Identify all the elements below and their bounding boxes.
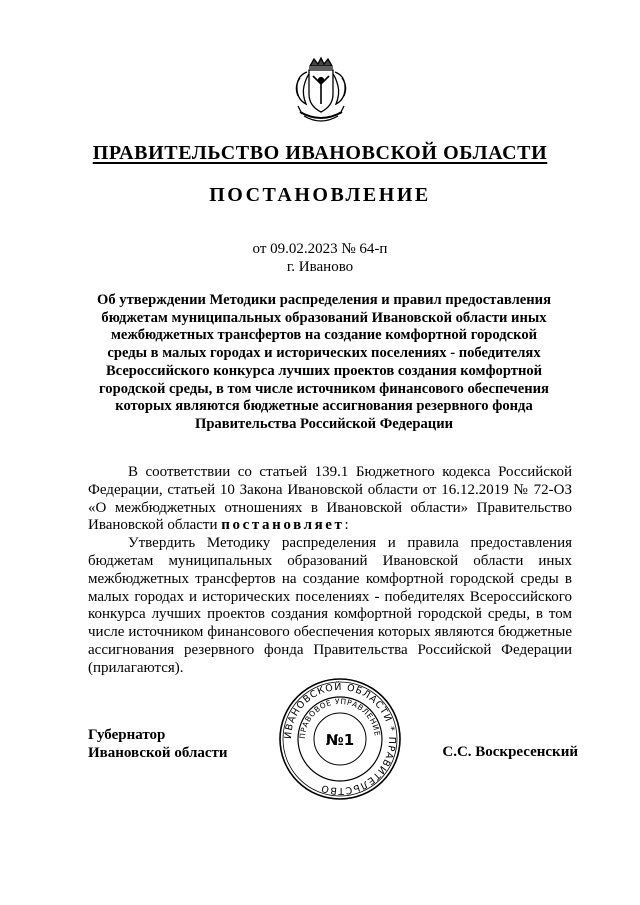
body-paragraph: Утвердить Методику распределения и правила предоставления бюджетам муниципальных образований Ивановской области иных межбюджетных трансфертов на создание комфортной городской среды в малых городах и исторических поселениях - победителях Всероссийского конкурса лучших проектов создания комфортной городской среды, в том числе источником финансового обеспечения которых являются бюджетные ассигнования резервного фонда Правительства Российской Федерации (прилагаются). xyxy=(88,535,572,676)
document-type: ПОСТАНОВЛЕНИЕ xyxy=(209,184,431,206)
subject-line: Об утверждении Методики распределения и правил предоставления xyxy=(97,292,551,308)
official-stamp xyxy=(277,676,403,802)
subject-line: городской среды, в том числе источником финансового обеспечения xyxy=(99,380,549,397)
date-number: от 09.02.2023 № 64-п xyxy=(252,241,388,257)
city: г. Иваново xyxy=(286,259,354,275)
subject-line: бюджетам муниципальных образований Ивановской области иных xyxy=(101,309,547,326)
subject-line: межбюджетных трансфертов на создание комфортной городской xyxy=(110,327,538,344)
coat-of-arms-icon xyxy=(288,56,354,126)
stamp-inner-text: ПРАВОВОЕ УПРАВЛЕНИЕ xyxy=(297,696,382,740)
action-word: постановляет xyxy=(221,517,345,534)
document-body xyxy=(88,464,572,678)
subject-line: которых являются бюджетные ассигнования резервного фонда xyxy=(115,398,533,415)
paragraph-text: В соответствии со статьей 139.1 Бюджетного кодекса Российской Федерации, статьей 10 Закона Ивановской области от 16.12.2019 № 72-ОЗ «О межбюджетных отношениях в Ивановской области» Правительство Ивановской области xyxy=(88,464,572,534)
stamp-number: №1 xyxy=(325,731,355,749)
position-line: Губернатор xyxy=(88,727,166,743)
stamp-ring-text: ИВАНОВСКОЙ ОБЛАСТИ * ПРАВИТЕЛЬСТВО xyxy=(282,681,398,797)
document-subject xyxy=(86,292,562,434)
signatory-position xyxy=(88,726,228,762)
document-meta xyxy=(0,240,640,276)
subject-line: Всероссийского конкурса лучших проектов создания комфортной xyxy=(105,362,543,379)
body-paragraph xyxy=(88,464,572,535)
subject-line: среды в малых городах и исторических поселениях - победителях xyxy=(107,345,541,362)
position-line: Ивановской области xyxy=(88,745,228,761)
paragraph-colon: : xyxy=(344,517,349,534)
signatory-name: С.С. Воскресенский xyxy=(442,744,578,760)
subject-line: Правительства Российской Федерации xyxy=(194,415,454,432)
authority-title: ПРАВИТЕЛЬСТВО ИВАНОВСКОЙ ОБЛАСТИ xyxy=(92,142,548,164)
